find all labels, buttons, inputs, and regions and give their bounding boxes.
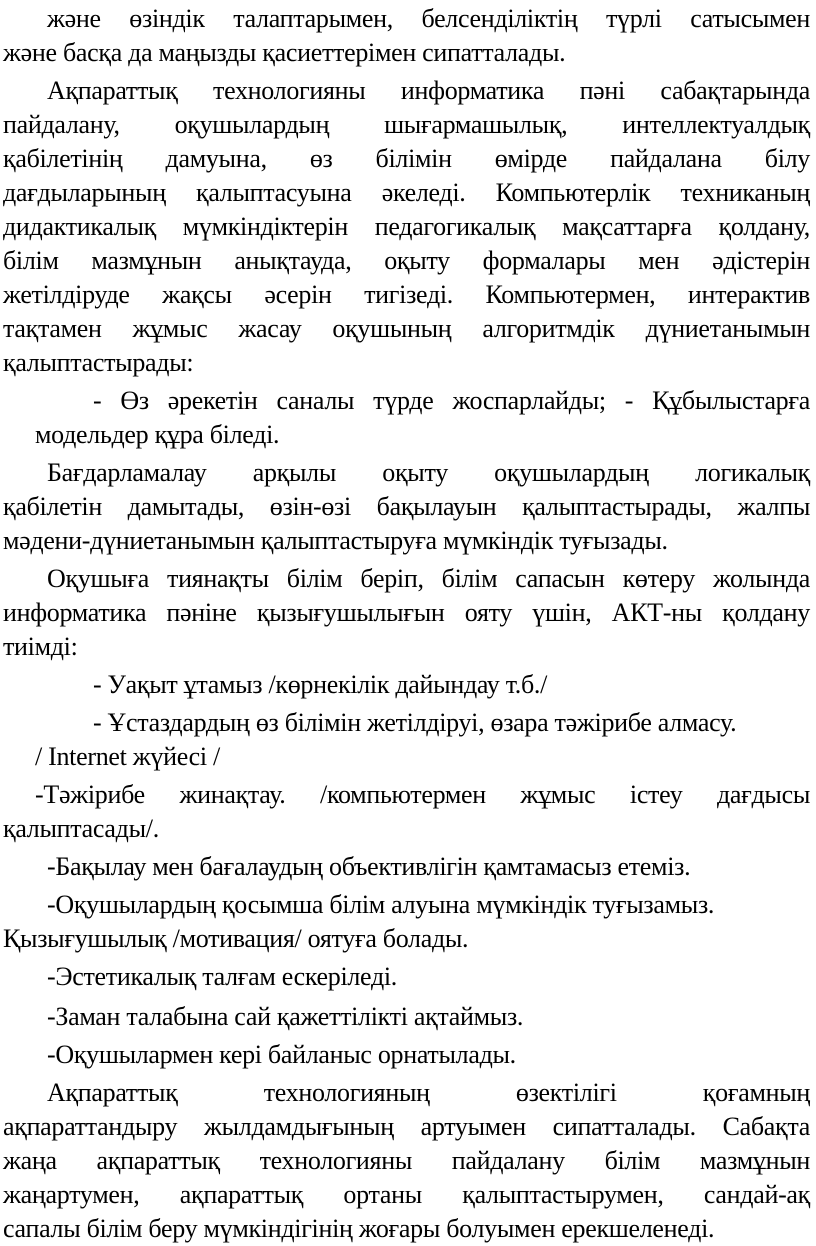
- text-line: және басқа да маңызды қасиеттерімен сипатталады.: [3, 38, 566, 67]
- text-line: Ақпараттық технологияның өзектілігі қоғамның: [47, 1078, 810, 1107]
- text-line: -Заман талабына сай қажеттілікті ақтаймыз.: [47, 1002, 524, 1031]
- text-line: - Уақыт ұтамыз /көрнекілік дайындау т.б./: [93, 670, 548, 699]
- text-line: информатика пәніне қызығушылығын ояту үшін, АКТ-ны қолдану: [3, 598, 810, 627]
- text-line: дағдыларының қалыптасуына әкеледі. Компьютерлік техниканың: [3, 178, 810, 207]
- text-line: Қызығушылық /мотивация/ оятуға болады.: [3, 924, 469, 953]
- text-line: жетілдіруде жақсы әсерін тигізеді. Компьютермен, интерактив: [3, 280, 810, 309]
- text-line: - Ұстаздардың өз білімін жетілдіруі, өзара тәжірибе алмасу.: [93, 708, 737, 737]
- text-line: / Internet жүйесі /: [35, 742, 220, 771]
- text-line: қалыптастырады:: [3, 348, 194, 377]
- text-line: -Оқушылармен кері байланыс орнатылады.: [47, 1040, 516, 1069]
- text-line: -Тәжірибе жинақтау. /компьютермен жұмыс істеу дағдысы: [35, 780, 810, 809]
- text-line: қабілетінің дамуына, өз білімін өмірде пайдалана білу: [3, 144, 810, 173]
- text-line: -Оқушылардың қосымша білім алуына мүмкіндік туғызамыз.: [47, 890, 715, 919]
- text-line: сапалы білім беру мүмкіндігінің жоғары болуымен ерекшеленеді.: [3, 1214, 715, 1243]
- text-line: және өзіндік талаптарымен, белсенділіктің түрлі сатысымен: [47, 4, 810, 33]
- text-line: қалыптасады/.: [3, 814, 159, 843]
- text-line: ақпараттандыру жылдамдығының артуымен сипатталады. Сабақта: [3, 1112, 810, 1141]
- text-line: жаңа ақпараттық технологияны пайдалану білім мазмұнын: [3, 1146, 810, 1175]
- text-line: қабілетін дамытады, өзін-өзі бақылауын қалыптастырады, жалпы: [3, 492, 810, 521]
- text-line: дидактикалық мүмкіндіктерін педагогикалық мақсаттарға қолдану,: [3, 212, 810, 241]
- text-line: Бағдарламалау арқылы оқыту оқушылардың логикалық: [47, 458, 810, 487]
- text-line: -Бақылау мен бағалаудың объективлігін қамтамасыз етеміз.: [47, 852, 691, 881]
- text-line: мәдени-дүниетанымын қалыптастыруға мүмкіндік туғызады.: [3, 526, 668, 555]
- text-line: жаңартумен, ақпараттық ортаны қалыптастырумен, сандай-ақ: [3, 1180, 810, 1209]
- text-line: -Эстетикалық талғам ескеріледі.: [47, 962, 398, 991]
- text-line: тақтамен жұмыс жасау оқушының алгоритмдік дүниетанымын: [3, 314, 810, 343]
- text-line: - Өз әрекетін саналы түрде жоспарлайды; - Құбылыстарға: [93, 386, 810, 415]
- text-line: пайдалану, оқушылардың шығармашылық, интеллектуалдық: [3, 110, 810, 139]
- text-line: білім мазмұнын анықтауда, оқыту формалары мен әдістерін: [3, 246, 810, 275]
- text-line: Оқушыға тиянақты білім беріп, білім сапасын көтеру жолында: [47, 564, 810, 593]
- text-line: Ақпараттық технологияны информатика пәні сабақтарында: [47, 76, 810, 105]
- text-line: модельдер құра біледі.: [35, 420, 280, 449]
- text-line: тиімді:: [3, 632, 78, 661]
